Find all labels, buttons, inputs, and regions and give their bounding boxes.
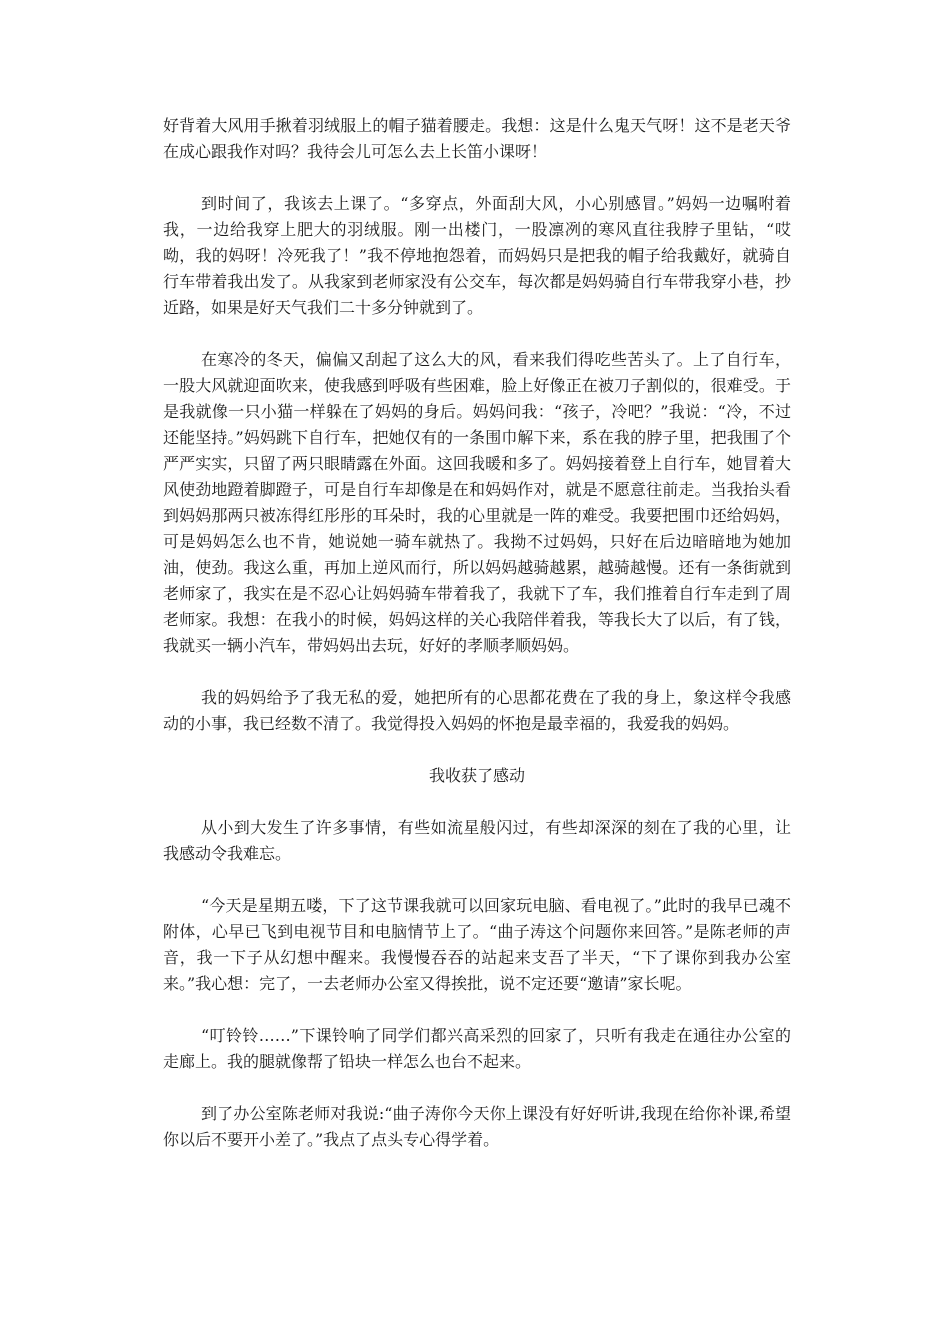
paragraph: 从小到大发生了许多事情，有些如流星般闪过，有些却深深的刻在了我的心里，让我感动令我难忘。 — [163, 818, 791, 863]
paragraph: 到了办公室陈老师对我说:“曲子涛你今天你上课没有好好听讲,我现在给你补课,希望你以后不要开小差了。”我点了点头专心得学着。 — [163, 1104, 791, 1149]
paragraph: 在寒冷的冬天，偏偏又刮起了这么大的风，看来我们得吃些苦头了。上了自行车，一股大风就迎面吹来，使我感到呼吸有些困难，脸上好像正在被刀子割似的，很难受。于是我就像一只小猫一样躲在了妈妈的身后。妈妈问我：“孩子，冷吧？”我说：“冷，不过还能坚持。”妈妈跳下自行车，把她仅有的一条围巾解下来，系在我的脖子里，把我围了个严严实实，只留了两只眼睛露在外面。这回我暖和多了。妈妈接着登上自行车，她冒着大风使劲地蹬着脚蹬子，可是自行车却像是在和妈妈作对，就是不愿意往前走。当我抬头看到妈妈那两只被冻得红彤彤的耳朵时，我的心里就是一阵的难受。我要把围巾还给妈妈，可是妈妈怎么也不肯，她说她一骑车就热了。我拗不过妈妈，只好在后边暗暗地为她加油，使劲。我这么重，再加上逆风而行，所以妈妈越骑越累，越骑越慢。还有一条街就到老师家了，我实在是不忍心让妈妈骑车带着我了，我就下了车，我们推着自行车走到了周老师家。我想：在我小的时候，妈妈这样的关心我陪伴着我，等我长大了以后，有了钱，我就买一辆小汽车，带妈妈出去玩，好好的孝顺孝顺妈妈。 — [163, 350, 791, 655]
paragraph: 好背着大风用手揪着羽绒服上的帽子猫着腰走。我想：这是什么鬼天气呀！这不是老天爷在成心跟我作对吗？我待会儿可怎么去上长笛小课呀！ — [163, 116, 791, 161]
paragraph: 到时间了，我该去上课了。“多穿点，外面刮大风，小心别感冒。”妈妈一边嘱咐着我，一边给我穿上肥大的羽绒服。刚一出楼门，一股凛冽的寒风直往我脖子里钻，“哎呦，我的妈呀！冷死我了！”我不停地抱怨着，而妈妈只是把我的帽子给我戴好，就骑自行车带着我出发了。从我家到老师家没有公交车，每次都是妈妈骑自行车带我穿小巷，抄近路，如果是好天气我们二十多分钟就到了。 — [163, 194, 791, 317]
paragraph: “今天是星期五喽，下了这节课我就可以回家玩电脑、看电视了。”此时的我早已魂不附体，心早已飞到电视节目和电脑情节上了。“曲子涛这个问题你来回答。”是陈老师的声音，我一下子从幻想中醒来。我慢慢吞吞的站起来支吾了半天，“下了课你到我办公室来。”我心想：完了，一去老师办公室又得挨批，说不定还要“邀请”家长呢。 — [163, 896, 791, 993]
paragraph: “叮铃铃……”下课铃响了同学们都兴高采烈的回家了，只听有我走在通往办公室的走廊上。我的腿就像帮了铅块一样怎么也台不起来。 — [163, 1026, 791, 1071]
section-heading: 我收获了感动 — [428, 766, 525, 785]
paragraph: 我的妈妈给予了我无私的爱，她把所有的心思都花费在了我的身上，象这样令我感动的小事，我已经数不清了。我觉得投入妈妈的怀抱是最幸福的，我爱我的妈妈。 — [163, 688, 791, 733]
document-body — [163, 113, 791, 1179]
